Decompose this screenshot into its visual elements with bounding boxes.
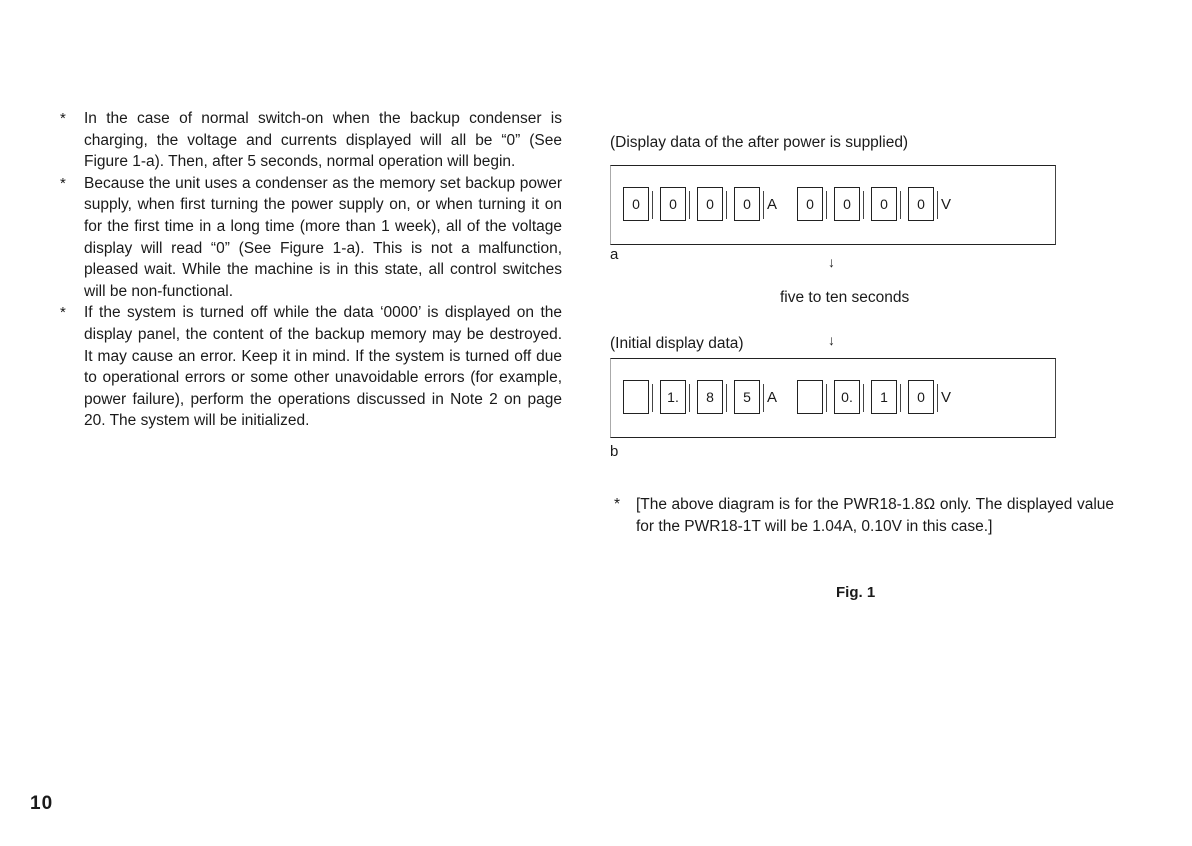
voltage-digit: 0 — [908, 380, 934, 414]
bullet-marker: * — [60, 110, 66, 127]
down-arrow-icon: ↓ — [828, 254, 835, 270]
bullet-text: Because the unit uses a condenser as the memory set backup power supply, when first turning the power supply on, or when turning it on for the first time in a long time (more than 1 week), all of the voltage display will read “0” (See Figure 1-a). This is not a malfunction, pleased wait. While the machine is in this state, all control switches will be non-functional. — [84, 174, 562, 300]
bullet-marker: * — [60, 174, 66, 192]
voltage-digit: 0 — [871, 187, 897, 221]
current-digit: 0 — [734, 187, 760, 221]
bullet-text: In the case of normal switch-on when the backup condenser is charging, the voltage and currents displayed will all be “0” (See Figure 1-a). Then, after 5 seconds, normal operation will begin. — [84, 110, 562, 171]
panel-a-label: a — [610, 246, 619, 263]
bullet-paragraph-2 — [60, 173, 562, 303]
current-digit — [623, 380, 649, 414]
bullet-paragraph-1 — [60, 108, 562, 173]
current-digit: 0 — [660, 187, 686, 221]
note-marker: * — [614, 496, 621, 513]
voltage-digit: 0 — [797, 187, 823, 221]
figure-note — [614, 494, 1114, 537]
current-digit: 0 — [697, 187, 723, 221]
bullet-marker: * — [60, 304, 66, 322]
display-row-a — [623, 186, 971, 222]
display-panel-a — [610, 165, 1056, 245]
current-unit: A — [767, 388, 778, 406]
current-digit: 8 — [697, 380, 723, 414]
page-number: 10 — [30, 793, 54, 814]
display-panel-b — [610, 358, 1056, 438]
current-digit: 0 — [623, 187, 649, 221]
voltage-unit: V — [941, 195, 952, 213]
current-digit: 1. — [660, 380, 686, 414]
transition-text: five to ten seconds — [780, 289, 910, 306]
current-digit: 5 — [734, 380, 760, 414]
voltage-digit: 1 — [871, 380, 897, 414]
voltage-digit: 0. — [834, 380, 860, 414]
down-arrow-icon: ↓ — [828, 332, 835, 348]
voltage-digit: 0 — [908, 187, 934, 221]
note-text: [The above diagram is for the PWR18-1.8Ω only. The displayed value for the PWR18-1T will be 1.04A, 0.10V in this case.] — [636, 496, 1114, 535]
voltage-digit — [797, 380, 823, 414]
display-row-b — [623, 379, 971, 415]
current-unit: A — [767, 195, 778, 213]
figure-label: Fig. 1 — [836, 584, 876, 601]
voltage-digit: 0 — [834, 187, 860, 221]
panel-b-label: b — [610, 443, 619, 460]
caption-initial-display: (Initial display data) — [610, 335, 744, 352]
caption-after-power: (Display data of the after power is supplied) — [610, 134, 909, 151]
bullet-paragraph-3 — [60, 302, 562, 432]
voltage-unit: V — [941, 388, 952, 406]
instructions-column — [60, 108, 562, 432]
bullet-text: If the system is turned off while the data ‘0000’ is displayed on the display panel, the content of the backup memory may be destroyed. It may cause an error. Keep it in mind. If the system is turned off due to operational errors or some other unavoidable errors (for example, power failure), perform the operations discussed in Note 2 on page 20. The system will be initialized. — [84, 304, 562, 430]
